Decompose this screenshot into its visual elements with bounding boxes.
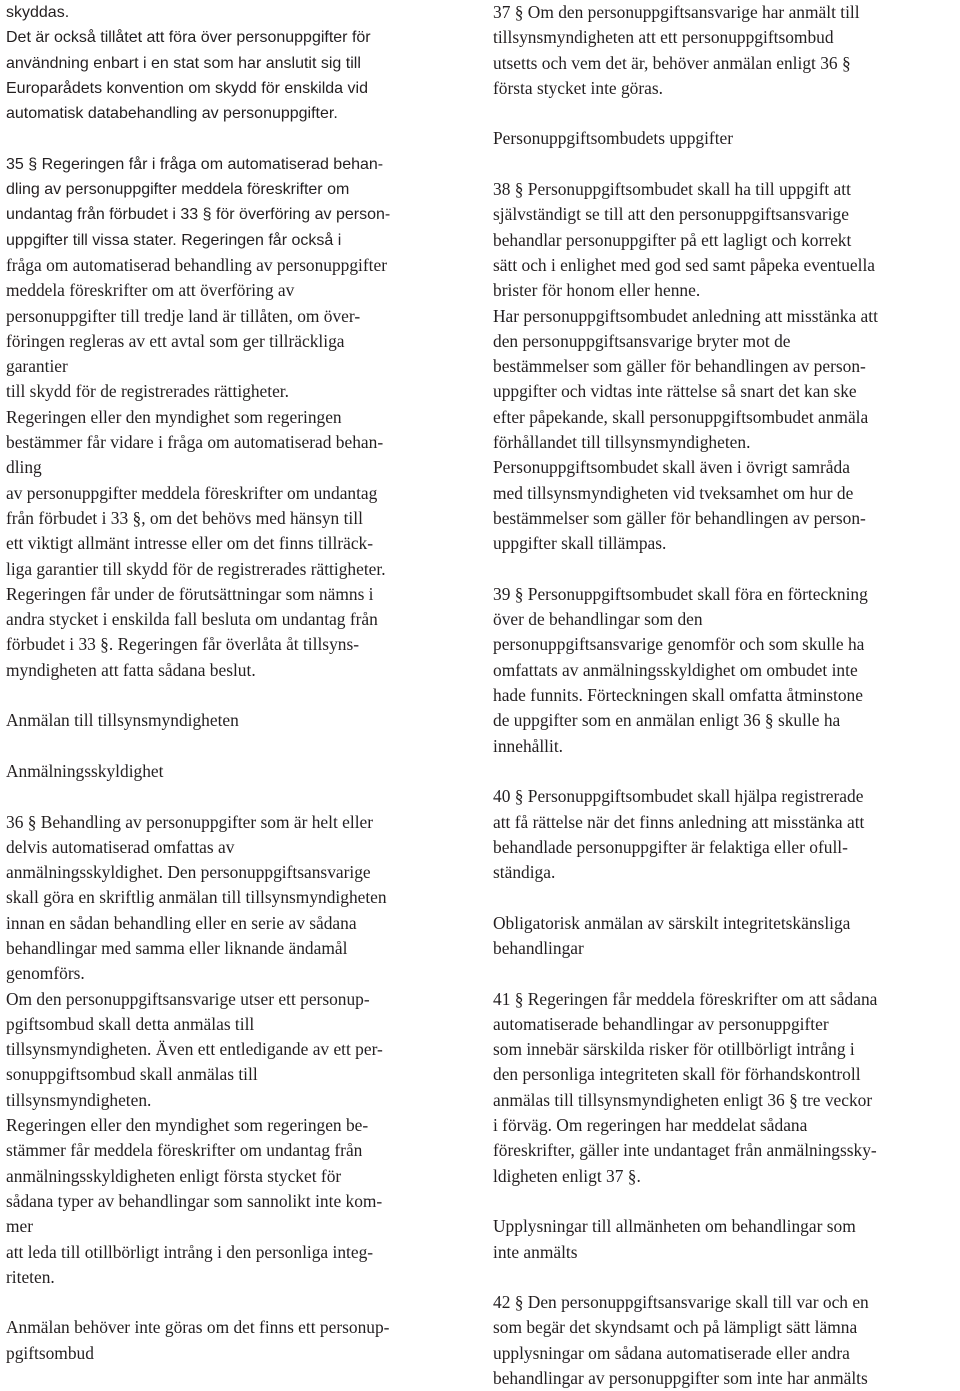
text-line: över de behandlingar som den bbox=[493, 609, 703, 630]
text-line: 41 § Regeringen får meddela föreskrifter om att sådana bbox=[493, 988, 878, 1009]
left-text-column bbox=[6, 0, 470, 1366]
paragraph-gap bbox=[6, 683, 470, 708]
text-line: genomförs. bbox=[6, 963, 85, 984]
text-line: pgiftsombud bbox=[6, 1342, 94, 1363]
text-line: förbudet i 33 §. Regeringen får överlåta åt tillsyns- bbox=[6, 634, 360, 655]
text-line: Anmälningsskyldighet bbox=[6, 760, 164, 781]
text-line: 39 § Personuppgiftsombudet skall föra en förteckning bbox=[493, 583, 868, 604]
text-line: behandlar personuppgifter på ett lagligt och korrekt bbox=[493, 229, 852, 250]
text-line: sätt och i enlighet med god sed samt påpeka eventuella bbox=[493, 254, 875, 275]
text-line: tillsynsmyndigheten att ett personuppgiftsombud bbox=[493, 27, 834, 48]
text-line: behandlingar med samma eller liknande ändamål bbox=[6, 937, 348, 958]
text-line: uppgifter till vissa stater. Regeringen får också i bbox=[6, 231, 342, 249]
text-line: från förbudet i 33 §, om det behövs med hänsyn till bbox=[6, 507, 363, 528]
text-line: brister för honom eller henne. bbox=[493, 280, 701, 301]
text-line: 40 § Personuppgiftsombudet skall hjälpa registrerade bbox=[493, 786, 864, 807]
text-line: stämmer får meddela föreskrifter om undantag från bbox=[6, 1140, 363, 1161]
text-line: inte anmälts bbox=[493, 1241, 578, 1262]
text-line: den personuppgiftsansvarige bryter mot de bbox=[493, 330, 791, 351]
text-line: behandlingar av personuppgifter som inte har anmälts bbox=[493, 1368, 868, 1389]
text-line: ständiga. bbox=[493, 862, 556, 883]
text-line: ett viktigt allmänt intresse eller om det finns tillräck- bbox=[6, 533, 374, 554]
text-line: anmälningsskyldigheten enligt första stycket för bbox=[6, 1165, 342, 1186]
paragraph-gap bbox=[6, 784, 470, 809]
text-line: omfattats av anmälningsskyldighet om ombudet inte bbox=[493, 659, 858, 680]
text-line: Personuppgiftsombudets uppgifter bbox=[493, 128, 734, 149]
text-line: efter påpekande, skall personuppgiftsombudet anmäla bbox=[493, 406, 869, 427]
text-line: dling bbox=[6, 457, 42, 478]
text-line: att få rättelse när det finns anledning att misstänka att bbox=[493, 811, 865, 832]
paragraph-gap bbox=[6, 126, 470, 151]
text-line: Anmälan behöver inte göras om det finns ett personup- bbox=[6, 1317, 390, 1338]
text-line: anmälningsskyldighet. Den personuppgiftsansvarige bbox=[6, 862, 371, 883]
text-line: sådana typer av behandlingar som sannolikt inte kom- bbox=[6, 1190, 383, 1211]
text-line: behandlade personuppgifter är felaktiga eller ofull- bbox=[493, 836, 848, 857]
paragraph-gap bbox=[493, 961, 955, 986]
paragraph-gap bbox=[6, 734, 470, 759]
text-line: Har personuppgiftsombudet anledning att misstänka att bbox=[493, 305, 878, 326]
paragraph-gap bbox=[6, 1290, 470, 1315]
text-line: meddela föreskrifter om att överföring av bbox=[6, 280, 295, 301]
text-line: fråga om automatiserad behandling av personuppgifter bbox=[6, 254, 388, 275]
text-line: automatisk databehandling av personuppgifter. bbox=[6, 105, 338, 123]
text-line: till skydd för de registrerades rättigheter. bbox=[6, 381, 289, 402]
text-line: mer bbox=[6, 1216, 34, 1237]
text-line: skyddas. bbox=[6, 4, 70, 21]
text-line: hade funnits. Förteckningen skall omfatta åtminstone bbox=[493, 685, 863, 706]
text-line: upplysningar om sådana automatiserade eller andra bbox=[493, 1342, 850, 1363]
text-line: bestämmelser som gäller för behandlingen av person- bbox=[493, 356, 866, 377]
text-line: riteten. bbox=[6, 1266, 55, 1287]
text-line: anmälas till tillsynsmyndigheten enligt 36 § tre veckor bbox=[493, 1089, 873, 1110]
text-line: som innebär särskilda risker för otillbörligt intrång i bbox=[493, 1039, 855, 1060]
text-line: i förväg. Om regeringen har meddelat sådana bbox=[493, 1115, 808, 1136]
text-line: innehållit. bbox=[493, 735, 564, 756]
text-line: personuppgifter till tredje land är tillåten, om över- bbox=[6, 305, 361, 326]
text-line: Regeringen får under de förutsättningar som nämns i bbox=[6, 583, 374, 604]
text-line: som begär det skyndsamt och på lämpligt sätt lämna bbox=[493, 1317, 858, 1338]
text-line: skall göra en skriftlig anmälan till tillsynsmyndigheten bbox=[6, 887, 387, 908]
text-line: förhållandet till tillsynsmyndigheten. bbox=[493, 432, 751, 453]
text-line: 36 § Behandling av personuppgifter som är helt eller bbox=[6, 811, 374, 832]
text-line: självständigt se till att den personuppgiftsansvarige bbox=[493, 204, 849, 225]
text-line: Det är också tillåtet att föra över personuppgifter för bbox=[6, 29, 371, 47]
text-line: tillsynsmyndigheten. Även ett entledigande av ett per- bbox=[6, 1039, 383, 1060]
text-line: av personuppgifter meddela föreskrifter om undantag bbox=[6, 482, 378, 503]
text-line: tillsynsmyndigheten. bbox=[6, 1089, 152, 1110]
text-line: de uppgifter som en anmälan enligt 36 § skulle ha bbox=[493, 710, 841, 731]
text-line: garantier bbox=[6, 356, 68, 377]
text-line: att leda till otillbörligt intrång i den personliga integ- bbox=[6, 1241, 374, 1262]
text-line: föringen regleras av ett avtal som ger tillräckliga bbox=[6, 330, 345, 351]
text-line: utsetts och vem det är, behöver anmälan enligt 36 § bbox=[493, 52, 851, 73]
text-line: bestämmer får vidare i fråga om automatiserad behan- bbox=[6, 432, 384, 453]
paragraph-gap bbox=[493, 1265, 955, 1290]
text-line: bestämmelser som gäller för behandlingen av person- bbox=[493, 507, 866, 528]
text-line: med tillsynsmyndigheten vid tveksamhet om hur de bbox=[493, 482, 854, 503]
paragraph-gap bbox=[493, 759, 955, 784]
text-line: Om den personuppgiftsansvarige utser ett personup- bbox=[6, 988, 370, 1009]
text-line: personuppgiftsansvarige genomför och som skulle ha bbox=[493, 634, 865, 655]
text-line: myndigheten att fatta sådana beslut. bbox=[6, 659, 256, 680]
text-line: den personliga integriteten skall för förhandskontroll bbox=[493, 1064, 861, 1085]
text-line: Europarådets konvention om skydd för enskilda vid bbox=[6, 79, 368, 97]
text-line: 35 § Regeringen får i fråga om automatiserad behan- bbox=[6, 155, 384, 173]
text-line: undantag från förbudet i 33 § för överföring av person- bbox=[6, 206, 391, 224]
right-text-column bbox=[493, 0, 955, 1391]
paragraph-gap bbox=[493, 885, 955, 910]
text-line: Obligatorisk anmälan av särskilt integritetskänsliga bbox=[493, 912, 851, 933]
text-line: behandlingar bbox=[493, 937, 584, 958]
text-line: delvis automatiserad omfattas av bbox=[6, 836, 235, 857]
paragraph-gap bbox=[493, 101, 955, 126]
text-line: Anmälan till tillsynsmyndigheten bbox=[6, 710, 239, 731]
text-line: uppgifter skall tillämpas. bbox=[493, 533, 667, 554]
text-line: 38 § Personuppgiftsombudet skall ha till uppgift att bbox=[493, 179, 851, 200]
text-line: första stycket inte göras. bbox=[493, 77, 663, 98]
text-line: uppgifter och vidtas inte rättelse så snart det kan ske bbox=[493, 381, 857, 402]
text-line: 37 § Om den personuppgiftsansvarige har anmält till bbox=[493, 2, 860, 22]
text-line: 42 § Den personuppgiftsansvarige skall till var och en bbox=[493, 1292, 869, 1313]
text-line: ldigheten enligt 37 §. bbox=[493, 1165, 641, 1186]
paragraph-gap bbox=[493, 557, 955, 582]
text-line: Upplysningar till allmänheten om behandlingar som bbox=[493, 1216, 856, 1237]
text-line: innan en sådan behandling eller en serie av sådana bbox=[6, 912, 357, 933]
paragraph-gap bbox=[493, 1189, 955, 1214]
text-line: liga garantier till skydd för de registrerades rättigheter. bbox=[6, 558, 386, 579]
text-line: andra stycket i enskilda fall besluta om undantag från bbox=[6, 609, 378, 630]
text-line: föreskrifter, gäller inte undantaget från anmälningssky- bbox=[493, 1140, 877, 1161]
text-line: pgiftsombud skall detta anmälas till bbox=[6, 1013, 255, 1034]
text-line: automatiserade behandlingar av personuppgifter bbox=[493, 1013, 829, 1034]
text-line: Regeringen eller den myndighet som regeringen be- bbox=[6, 1115, 369, 1136]
text-line: dling av personuppgifter meddela föreskrifter om bbox=[6, 181, 350, 199]
paragraph-gap bbox=[493, 152, 955, 177]
text-line: Regeringen eller den myndighet som regeringen bbox=[6, 406, 342, 427]
text-line: användning enbart i en stat som har anslutit sig till bbox=[6, 54, 361, 72]
text-line: Personuppgiftsombudet skall även i övrigt samråda bbox=[493, 457, 850, 478]
text-line: sonuppgiftsombud skall anmälas till bbox=[6, 1064, 258, 1085]
